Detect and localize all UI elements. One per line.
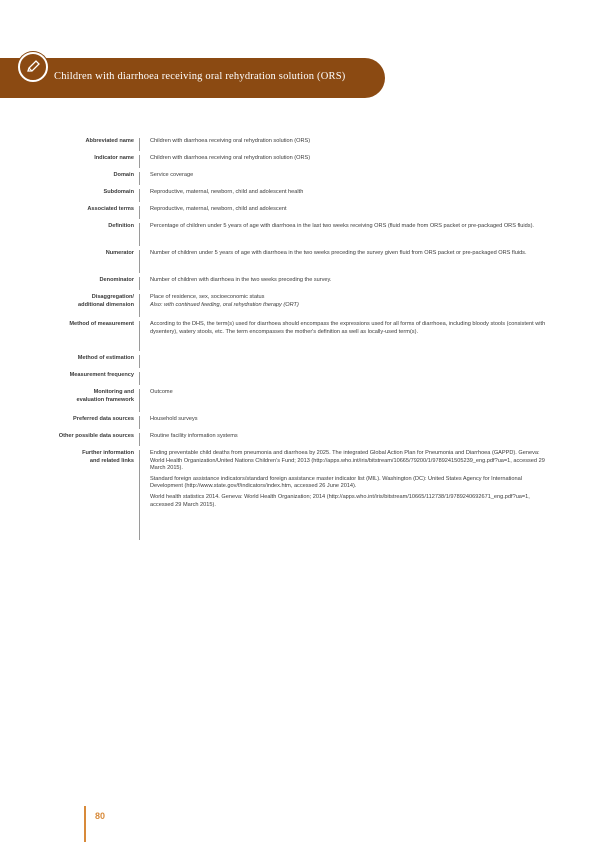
table-row — [40, 206, 560, 219]
row-value-text: Number of children under 5 years of age with diarrhoea in the two weeks preceding the survey given fluid from ORS packet or pre-packaged ORS fluids. — [150, 250, 527, 256]
row-label-line: Monitoring and — [93, 389, 134, 395]
page-number: 80 — [95, 811, 106, 821]
row-value-text: Household surveys — [150, 416, 198, 422]
row-label-line: evaluation framework — [76, 396, 134, 403]
pencil-icon — [25, 59, 41, 75]
row-label-line: Method of estimation — [77, 355, 134, 361]
row-value — [140, 416, 555, 429]
row-label-line: Definition — [108, 223, 134, 229]
table-row — [40, 416, 560, 429]
row-label-line: Associated terms — [87, 206, 134, 212]
row-label-line: Other possible data sources — [58, 433, 134, 439]
row-label — [40, 189, 139, 202]
row-label-line: Numerator — [105, 250, 134, 256]
table-row — [40, 138, 560, 151]
row-label — [40, 433, 139, 446]
row-value — [140, 355, 555, 368]
row-label — [40, 250, 139, 273]
row-label — [40, 206, 139, 219]
row-value — [140, 189, 555, 202]
row-label — [40, 321, 139, 351]
table-row — [40, 277, 560, 290]
row-label-line: additional dimension — [78, 301, 134, 308]
row-value — [140, 155, 555, 168]
row-value-text: Reproductive, maternal, newborn, child and adolescent health — [150, 189, 304, 195]
header-banner — [0, 58, 385, 98]
table-row — [40, 433, 560, 446]
table-row — [40, 321, 560, 351]
row-label — [40, 416, 139, 429]
row-value-text: Standard foreign assistance indicators/standard foreign assistance master indicator list (MIL). Washington (DC): United States Agency for International Development (http://www.state.gov/f/indicators/index.htm, accessed 26 June 2014). — [150, 475, 522, 490]
table-row — [40, 372, 560, 385]
row-label — [40, 223, 139, 246]
table-row — [40, 355, 560, 368]
indicator-table — [40, 138, 560, 540]
row-value — [140, 372, 555, 385]
row-label — [40, 294, 139, 317]
row-label-line: Preferred data sources — [73, 416, 134, 422]
page-number-bar — [84, 806, 86, 842]
row-value-text: Ending preventable child deaths from pneumonia and diarrhoea by 2025. The integrated Global Action Plan for Pneumonia and Diarrhoea (GAPPD). Geneva: World Health Organization/United Nations Children's Fund; 2013 (http://apps.who.int/iris/bitstream/10665/79200/1/9789241505239_eng.pdf?ua=1, accessed 29 March 2015). — [150, 450, 545, 472]
header-badge — [18, 52, 48, 82]
row-label-line: Domain — [113, 172, 134, 178]
row-label-line: Measurement frequency — [69, 372, 134, 378]
row-value-text: According to the DHS, the term(s) used for diarrhoea should encompass the expressions used for all forms of diarrhoea, including bloody stools (consistent with dysentery), watery stools, etc. The term encompasses the mother's definition as well as locally-used term(s). — [150, 321, 546, 335]
row-label-line: Indicator name — [94, 155, 134, 161]
row-label — [40, 138, 139, 151]
row-value-text: Service coverage — [150, 172, 194, 178]
table-row — [40, 223, 560, 246]
table-row — [40, 389, 560, 412]
row-label-line: Method of measurement — [69, 321, 134, 327]
row-value — [140, 321, 555, 351]
row-value-text: Percentage of children under 5 years of age with diarrhoea in the last two weeks receiving ORS (fluid made from ORS packet or pre-packaged ORS fluids). — [150, 223, 534, 229]
row-value-text: Children with diarrhoea receiving oral rehydration solution (ORS) — [150, 138, 311, 144]
row-label-line: Further information — [82, 450, 134, 456]
row-value-text: Children with diarrhoea receiving oral rehydration solution (ORS) — [150, 155, 311, 161]
row-label-line: Denominator — [99, 277, 134, 283]
row-label-line: and related links — [89, 457, 134, 464]
row-value — [140, 389, 555, 412]
table-row — [40, 172, 560, 185]
row-label — [40, 155, 139, 168]
row-value — [140, 138, 555, 151]
row-label — [40, 389, 139, 412]
row-label — [40, 277, 139, 290]
row-label-line: Abbreviated name — [85, 138, 134, 144]
row-value-text: Outcome — [150, 389, 173, 395]
row-value — [140, 450, 555, 540]
row-value-text: Reproductive, maternal, newborn, child and adolescent — [150, 206, 287, 212]
table-row — [40, 294, 560, 317]
table-row — [40, 155, 560, 168]
row-value — [140, 206, 555, 219]
row-value — [140, 250, 555, 273]
row-value-text: Number of children with diarrhoea in the two weeks preceding the survey. — [150, 277, 332, 283]
table-row — [40, 450, 560, 540]
row-value — [140, 172, 555, 185]
row-label — [40, 355, 139, 368]
row-value-text: Place of residence, sex, socioeconomic status — [150, 294, 265, 300]
row-label — [40, 372, 139, 385]
row-label — [40, 172, 139, 185]
row-value — [140, 277, 555, 290]
row-label — [40, 450, 139, 540]
row-value-text: World health statistics 2014. Geneva: World Health Organization; 2014 (http://apps.who.int/iris/bitstream/10665/112738/1/9789240692671_eng.pdf?ua=1, accessed 29 March 2015). — [150, 493, 530, 508]
row-value — [140, 294, 555, 317]
row-value-text: Routine facility information systems — [150, 433, 238, 439]
table-row — [40, 250, 560, 273]
row-value — [140, 433, 555, 446]
row-label-line: Subdomain — [103, 189, 134, 195]
page-title: Children with diarrhoea receiving oral rehydration solution (ORS) — [54, 71, 346, 82]
row-value — [140, 223, 555, 246]
row-value-note: Also: with continued feeding, oral rehydration therapy (ORT) — [150, 301, 299, 308]
table-row — [40, 189, 560, 202]
row-label-line: Disaggregation/ — [91, 294, 134, 300]
